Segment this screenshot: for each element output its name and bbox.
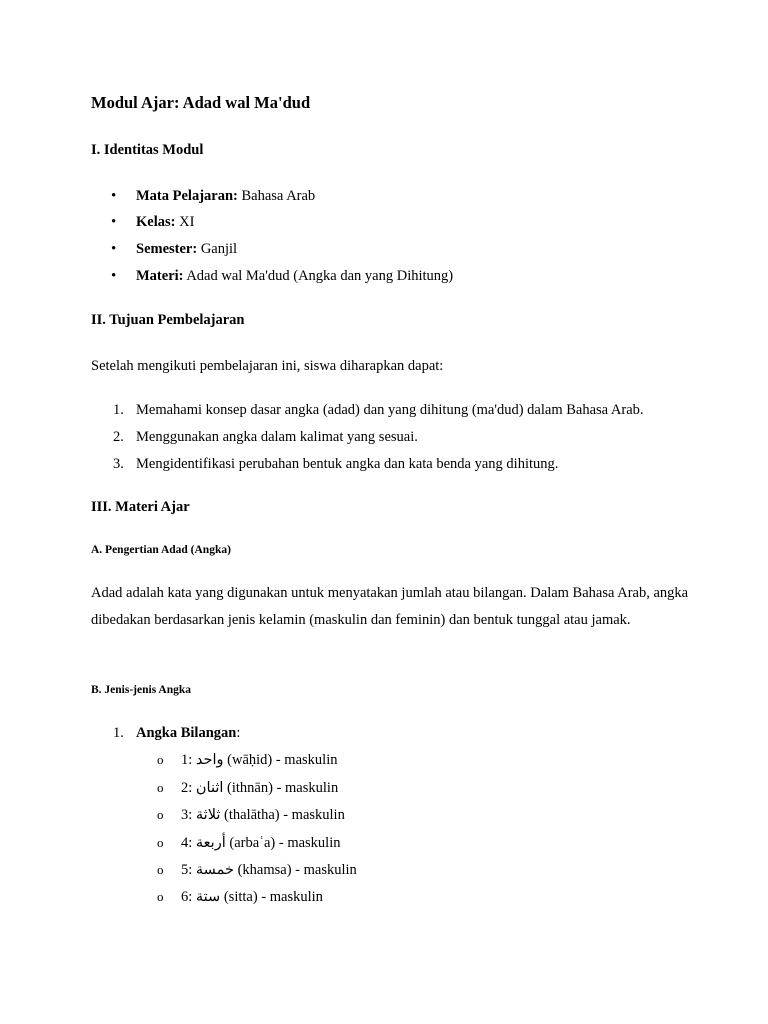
section-heading-tujuan: II. Tujuan Pembelajaran bbox=[91, 312, 245, 328]
sub-list-text: 4: أربعة (arbaʿa) - maskulin bbox=[181, 835, 341, 851]
section-heading-identitas: I. Identitas Modul bbox=[91, 142, 204, 158]
sub-list-text: 2: اثنان (ithnān) - maskulin bbox=[181, 780, 339, 796]
bullet-icon: • bbox=[111, 188, 117, 204]
sub-list-text: 1: واحد (wāḥid) - maskulin bbox=[181, 752, 338, 768]
item-suffix: : bbox=[236, 725, 241, 741]
item-value: Ganjil bbox=[197, 241, 238, 257]
document-title: Modul Ajar: Adad wal Ma'dud bbox=[91, 93, 311, 112]
circle-bullet: o bbox=[157, 752, 164, 767]
list-text: Menggunakan angka dalam kalimat yang sesuai. bbox=[136, 429, 418, 445]
subsection-heading-b: B. Jenis-jenis Angka bbox=[91, 684, 192, 696]
bullet-icon: • bbox=[111, 268, 117, 284]
bullet-icon: • bbox=[111, 214, 117, 230]
item-value: XI bbox=[175, 214, 195, 230]
circle-bullet: o bbox=[157, 889, 164, 904]
list-text: Memahami konsep dasar angka (adad) dan yang dihitung (ma'dud) dalam Bahasa Arab. bbox=[136, 402, 644, 418]
circle-bullet: o bbox=[157, 780, 164, 795]
subsection-heading-a: A. Pengertian Adad (Angka) bbox=[91, 544, 231, 556]
sub-list-text: 6: ستة (sitta) - maskulin bbox=[181, 889, 323, 905]
list-number: 3. bbox=[113, 456, 124, 472]
item-label: Angka Bilangan bbox=[136, 725, 237, 741]
bullet-icon: • bbox=[111, 241, 117, 257]
list-number: 1. bbox=[113, 402, 124, 418]
sub-list-text: 3: ثلاثة (thalātha) - maskulin bbox=[181, 807, 345, 823]
sub-list-text: 5: خمسة (khamsa) - maskulin bbox=[181, 862, 357, 878]
item-label: Mata Pelajaran: bbox=[136, 188, 238, 204]
circle-bullet: o bbox=[157, 862, 164, 877]
list-number: 2. bbox=[113, 429, 124, 445]
circle-bullet: o bbox=[157, 835, 164, 850]
item-label: Kelas: bbox=[136, 214, 176, 230]
section-heading-materi: III. Materi Ajar bbox=[91, 499, 190, 515]
paragraph: Adad adalah kata yang digunakan untuk menyatakan jumlah atau bilangan. Dalam Bahasa Arab, angka dibedakan berdasarkan jenis kelamin (maskulin dan feminin) dan bentuk tunggal atau jamak. bbox=[91, 585, 689, 629]
item-label: Materi: bbox=[136, 268, 184, 284]
item-value: Bahasa Arab bbox=[237, 188, 316, 204]
list-number: 1. bbox=[113, 725, 124, 741]
item-label: Semester: bbox=[136, 241, 198, 257]
item-value: Adad wal Ma'dud (Angka dan yang Dihitung) bbox=[183, 268, 454, 284]
intro-text: Setelah mengikuti pembelajaran ini, siswa diharapkan dapat: bbox=[91, 358, 444, 374]
list-text: Mengidentifikasi perubahan bentuk angka dan kata benda yang dihitung. bbox=[136, 456, 559, 472]
circle-bullet: o bbox=[157, 807, 164, 822]
